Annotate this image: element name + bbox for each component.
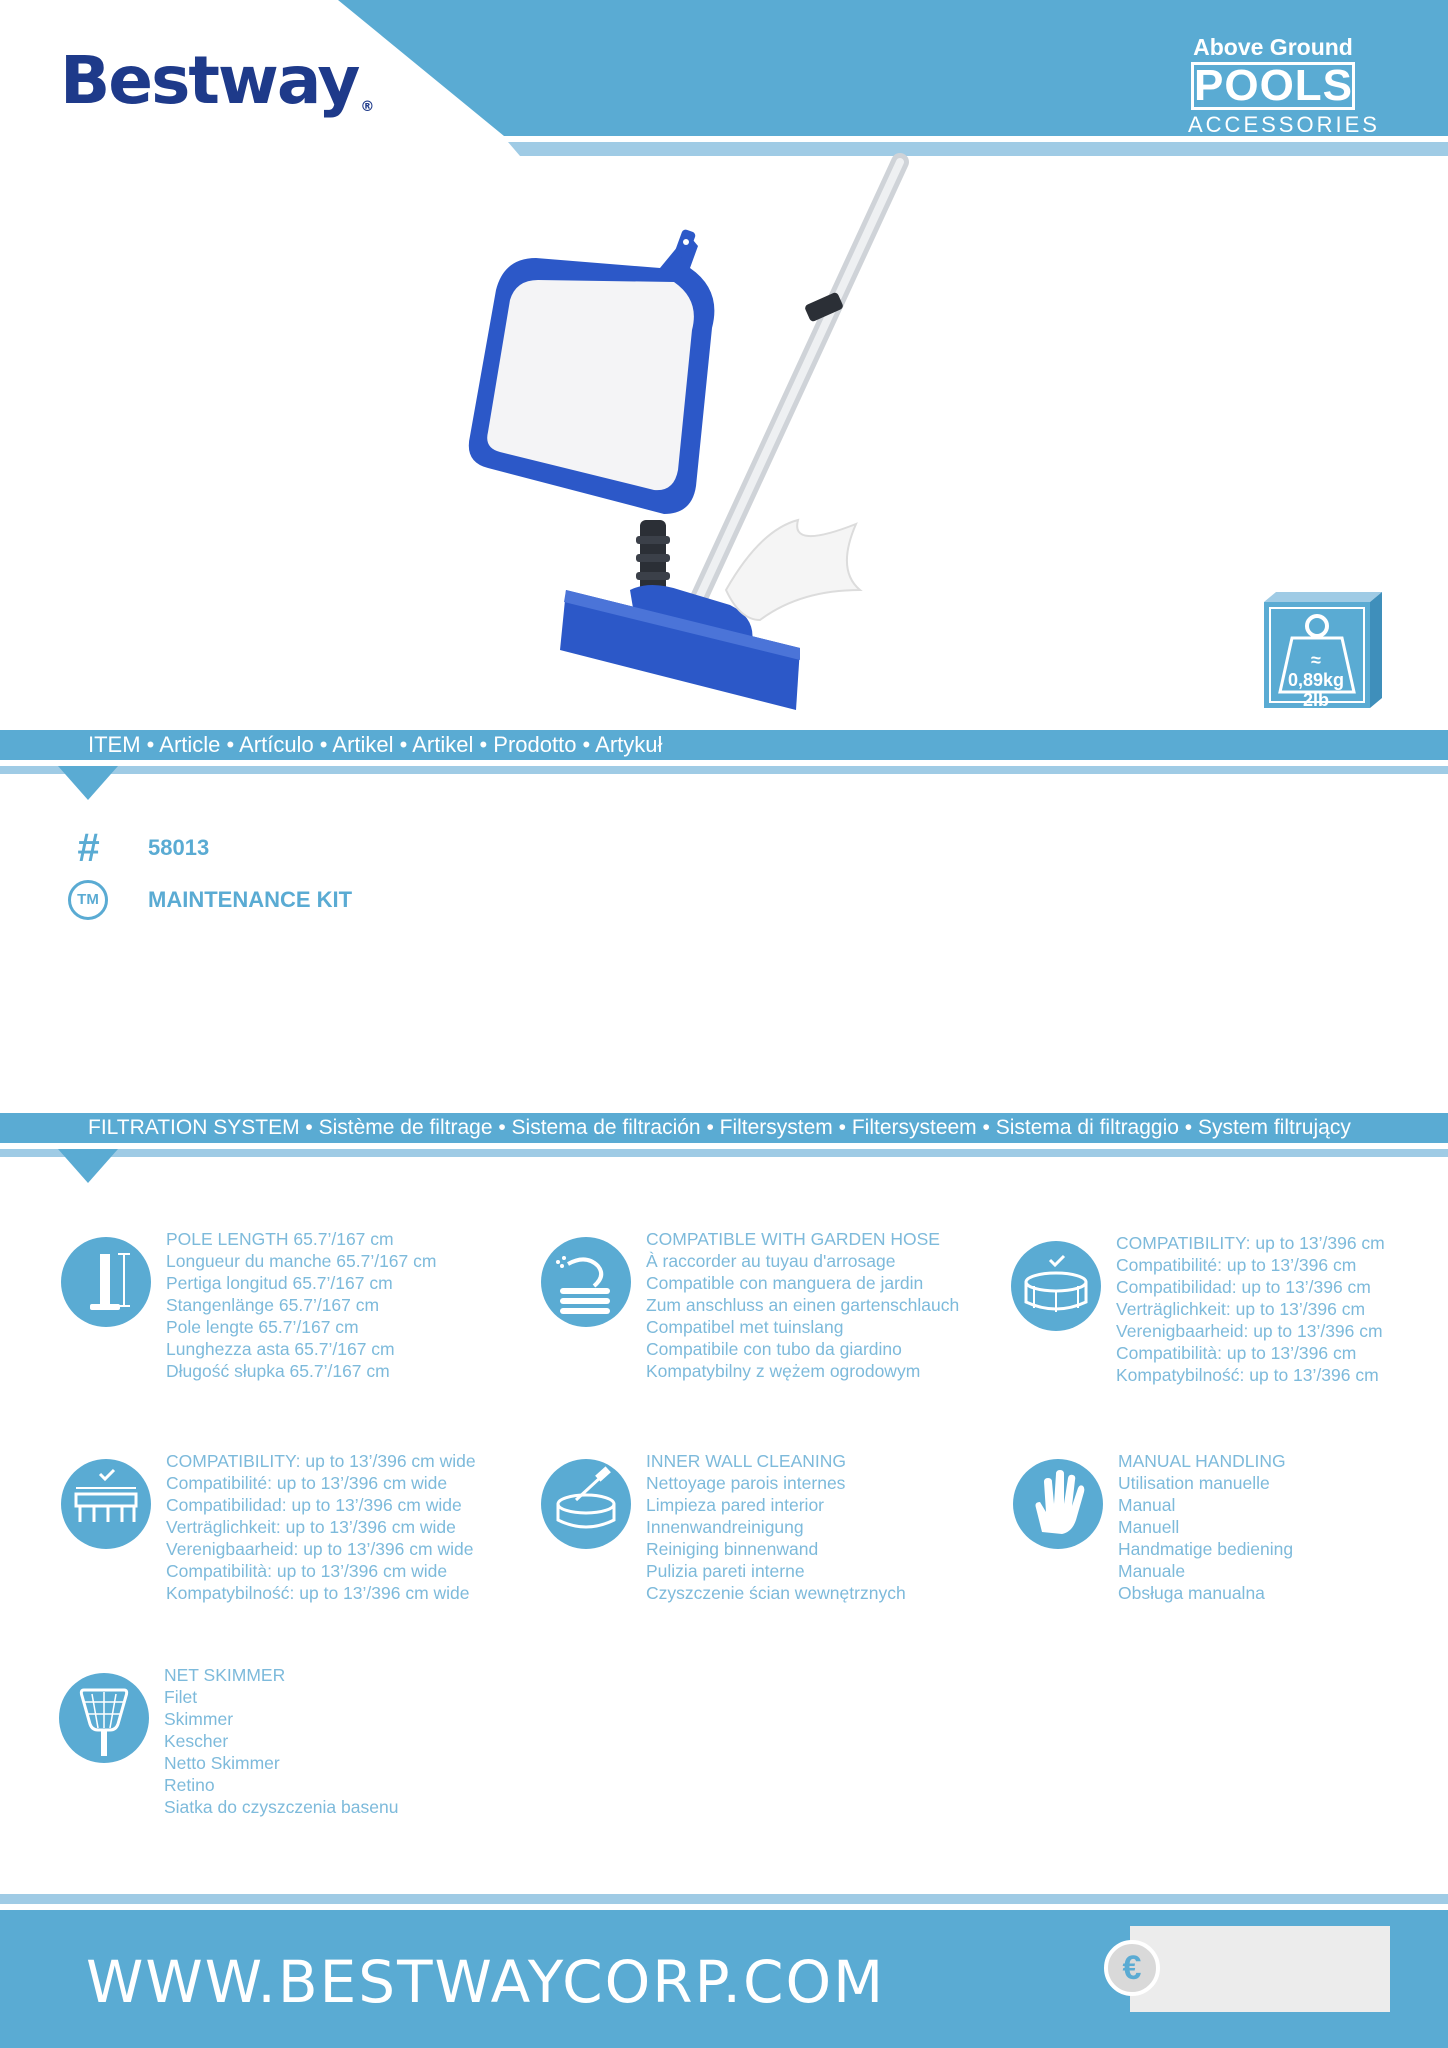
feature-line: Pertiga longitud 65.7’/167 cm [166, 1273, 393, 1293]
hand-icon [1012, 1458, 1104, 1550]
feature-line: Compatibile con tubo da giardino [646, 1339, 902, 1359]
feature-line: POLE LENGTH 65.7’/167 cm [166, 1229, 394, 1249]
product-image [460, 150, 920, 720]
feature-line: Kompatybilność: up to 13’/396 cm [1116, 1365, 1379, 1385]
feature-line: Siatka do czyszczenia basenu [164, 1797, 399, 1817]
feature-line: À raccorder au tuyau d'arrosage [646, 1251, 896, 1271]
weight-text [1262, 650, 1370, 710]
feature-line: COMPATIBLE WITH GARDEN HOSE [646, 1229, 940, 1249]
feature-line: Compatibilidad: up to 13’/396 cm wide [166, 1495, 462, 1515]
website-url[interactable]: WWW.BESTWAYCORP.COM [86, 1948, 886, 2016]
weight-approx: ≈ [1311, 650, 1321, 670]
feature-line: Compatibel met tuinslang [646, 1317, 844, 1337]
feature-line: INNER WALL CLEANING [646, 1451, 846, 1471]
feature-line: Compatibilité: up to 13’/396 cm [1116, 1255, 1357, 1275]
filtration-section-line [0, 1149, 1448, 1157]
item-section-notch [58, 766, 118, 800]
weight-lb: 2lb [1302, 690, 1329, 710]
feature-line: Manuell [1118, 1517, 1180, 1537]
item-number-row [64, 825, 210, 870]
category-line-1: Above Ground [1193, 34, 1353, 60]
feature-text [166, 1450, 476, 1604]
brand-logo [60, 42, 373, 119]
feature-line: Utilisation manuelle [1118, 1473, 1270, 1493]
feature-line: Zum anschluss an einen gartenschlauch [646, 1295, 960, 1315]
footer-line [0, 1894, 1448, 1904]
item-section-title: ITEM • Article • Artículo • Artikel • Artikel • Prodotto • Artykuł [0, 730, 1448, 760]
feature-line: Netto Skimmer [164, 1753, 280, 1773]
hash-icon [64, 825, 112, 870]
feature-line: Reiniging binnenwand [646, 1539, 819, 1559]
feature-line: NET SKIMMER [164, 1665, 286, 1685]
item-section-line [0, 766, 1448, 774]
brand-name: Bestway [60, 42, 359, 119]
hash-symbol: # [76, 825, 100, 870]
feature-line: COMPATIBILITY: up to 13’/396 cm wide [166, 1451, 476, 1471]
feature-line: Compatibilità: up to 13’/396 cm [1116, 1343, 1357, 1363]
feature-line: Pole lengte 65.7’/167 cm [166, 1317, 359, 1337]
garden-hose-icon [540, 1236, 632, 1328]
feature-line: Innenwandreinigung [646, 1517, 804, 1537]
feature-text [166, 1228, 436, 1382]
category-line-3: ACCESSORIES [1188, 112, 1380, 137]
trademark-icon [64, 880, 112, 920]
category-line-2: POOLS [1191, 62, 1355, 110]
item-number: 58013 [148, 835, 210, 860]
feature-line: COMPATIBILITY: up to 13’/396 cm [1116, 1233, 1385, 1253]
filtration-section-notch [58, 1149, 118, 1183]
feature-text [646, 1450, 906, 1604]
feature-line: Manuale [1118, 1561, 1186, 1581]
rectangular-pool-icon [60, 1458, 152, 1550]
feature-text [1116, 1232, 1385, 1386]
feature-line: Filet [164, 1687, 198, 1707]
net-skimmer-icon [58, 1672, 150, 1764]
feature-line: Verenigbaarheid: up to 13’/396 cm [1116, 1321, 1383, 1341]
feature-line: Compatible con manguera de jardin [646, 1273, 924, 1293]
feature-text [1118, 1450, 1293, 1604]
category-badge [1188, 34, 1380, 140]
registered-mark: ® [360, 99, 373, 115]
item-name-row [64, 880, 353, 920]
euro-icon: € [1104, 1940, 1160, 1996]
feature-line: Długość słupka 65.7’/167 cm [166, 1361, 390, 1381]
feature-line: Manual [1118, 1495, 1176, 1515]
feature-line: Pulizia pareti interne [646, 1561, 805, 1581]
feature-line: Kompatybilny z wężem ogrodowym [646, 1361, 921, 1381]
price-box [1130, 1926, 1390, 2012]
feature-line: Longueur du manche 65.7’/167 cm [166, 1251, 437, 1271]
feature-line: Stangenlänge 65.7’/167 cm [166, 1295, 380, 1315]
trademark-symbol: TM [68, 880, 108, 920]
feature-line: Verenigbaarheid: up to 13’/396 cm wide [166, 1539, 474, 1559]
item-name: MAINTENANCE KIT [148, 887, 353, 912]
feature-line: Handmatige bediening [1118, 1539, 1294, 1559]
feature-line: Compatibilidad: up to 13’/396 cm [1116, 1277, 1371, 1297]
feature-line: Compatibilité: up to 13’/396 cm wide [166, 1473, 448, 1493]
round-pool-icon [1010, 1240, 1102, 1332]
filtration-section-title: FILTRATION SYSTEM • Sistème de filtrage • Sistema de filtración • Filtersystem • Filtersysteem • Sistema di filtraggio • System filtrujący [0, 1113, 1448, 1143]
feature-text [164, 1664, 398, 1818]
feature-line: Limpieza pared interior [646, 1495, 825, 1515]
feature-line: Lunghezza asta 65.7’/167 cm [166, 1339, 395, 1359]
weight-kg: 0,89kg [1287, 670, 1345, 690]
feature-line: Verträglichkeit: up to 13’/396 cm wide [166, 1517, 456, 1537]
feature-line: Obsługa manualna [1118, 1583, 1265, 1603]
feature-line: Kompatybilność: up to 13’/396 cm wide [166, 1583, 470, 1603]
feature-line: Kescher [164, 1731, 229, 1751]
feature-text [646, 1228, 959, 1382]
feature-line: Nettoyage parois internes [646, 1473, 846, 1493]
feature-line: Verträglichkeit: up to 13’/396 cm [1116, 1299, 1366, 1319]
feature-line: Retino [164, 1775, 215, 1795]
pole-length-icon [60, 1236, 152, 1328]
feature-line: Compatibilità: up to 13’/396 cm wide [166, 1561, 448, 1581]
feature-line: Skimmer [164, 1709, 234, 1729]
feature-line: MANUAL HANDLING [1118, 1451, 1286, 1471]
feature-line: Czyszczenie ścian wewnętrznych [646, 1583, 906, 1603]
wall-cleaning-icon [540, 1458, 632, 1550]
